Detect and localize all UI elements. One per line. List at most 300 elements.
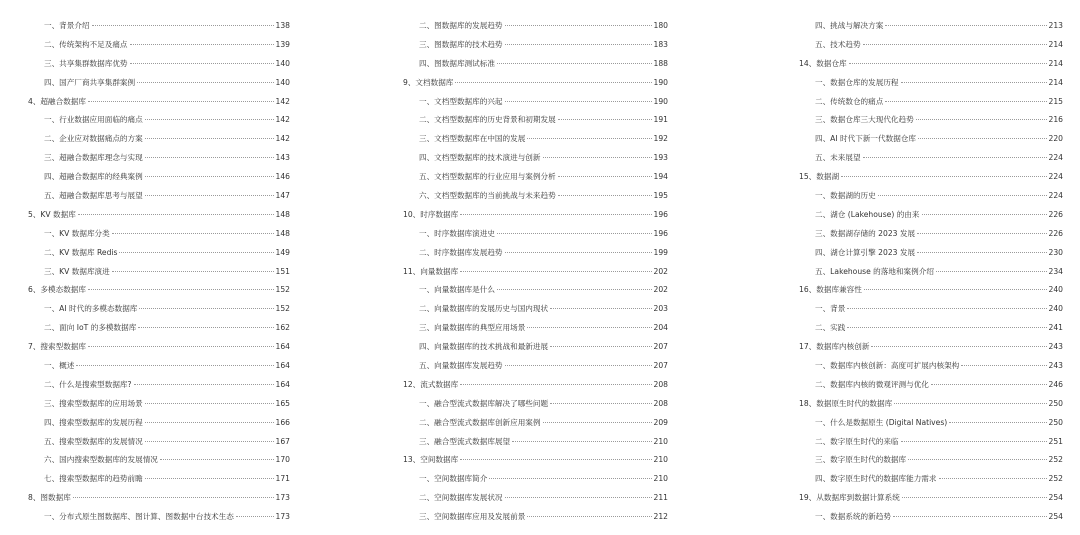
toc-chapter-entry[interactable] [799, 489, 1063, 508]
toc-section-entry[interactable] [799, 451, 1063, 470]
toc-page-number: 196 [653, 228, 668, 238]
toc-entry-title: 一、行业数据应用面临的痛点 [44, 115, 143, 125]
toc-page-number: 207 [653, 342, 668, 352]
toc-entry-title: 六、国内搜索型数据库的发展情况 [44, 455, 158, 465]
toc-entry-title: 二、传统架构不足及痛点 [44, 39, 128, 49]
dot-leader [145, 118, 274, 120]
toc-page-number: 194 [653, 172, 668, 182]
toc-section-entry[interactable] [799, 130, 1063, 149]
toc-section-entry[interactable] [403, 17, 668, 36]
toc-page-number: 165 [275, 398, 290, 408]
toc-page-number: 190 [653, 96, 668, 106]
toc-entry-title: 四、搜索型数据库的发展历程 [44, 417, 143, 427]
toc-section-entry[interactable] [799, 508, 1063, 527]
toc-page-number: 180 [653, 21, 668, 30]
dot-leader [145, 175, 274, 177]
toc-page-number: 173 [275, 512, 290, 522]
dot-leader [73, 496, 274, 498]
dot-leader [931, 383, 1047, 385]
toc-page-number: 209 [653, 417, 668, 427]
toc-page-number: 213 [1048, 21, 1063, 30]
toc-page-number: 214 [1048, 77, 1063, 87]
toc-page-number: 240 [1048, 285, 1063, 295]
dot-leader [893, 515, 1047, 517]
toc-entry-title: 8、图数据库 [28, 493, 71, 503]
toc-page-number: 234 [1048, 266, 1063, 276]
toc-entry-title: 三、融合型流式数据库展望 [419, 436, 511, 446]
toc-section-entry[interactable] [403, 319, 668, 338]
toc-page-number: 164 [275, 342, 290, 352]
toc-entry-title: 四、图数据库测试标准 [419, 58, 495, 68]
dot-leader [871, 345, 1046, 347]
toc-entry-title: 18、数据原生时代的数据库 [799, 398, 893, 408]
toc-entry-title: 二、数据库内核的微观评测与优化 [815, 379, 929, 389]
toc-section-entry[interactable] [799, 244, 1063, 263]
toc-page-number: 254 [1048, 493, 1063, 503]
dot-leader [949, 421, 1046, 423]
toc-section-entry[interactable] [799, 263, 1063, 282]
toc-chapter-entry[interactable] [403, 376, 668, 395]
toc-entry-title: 七、搜索型数据库的趋势前瞻 [44, 474, 143, 484]
toc-entry-title: 三、数字原生时代的数据库 [815, 455, 907, 465]
dot-leader [558, 194, 652, 196]
toc-entry-title: 五、向量数据库发展趋势 [419, 361, 503, 371]
toc-page-number: 251 [1048, 436, 1063, 446]
dot-leader [527, 326, 651, 328]
dot-leader [863, 156, 1047, 158]
toc-page-number: 252 [1048, 474, 1063, 484]
dot-leader [145, 194, 274, 196]
toc-page-number: 142 [275, 134, 290, 144]
toc-chapter-entry[interactable] [403, 206, 668, 225]
toc-section-entry[interactable] [799, 376, 1063, 395]
dot-leader [917, 251, 1046, 253]
toc-page-number: 214 [1048, 39, 1063, 49]
dot-leader [505, 364, 652, 366]
toc-section-entry[interactable] [403, 414, 668, 433]
toc-section-entry[interactable] [403, 187, 668, 206]
toc-section-entry[interactable] [28, 130, 290, 149]
toc-entry-title: 17、数据库内核创新 [799, 342, 870, 352]
dot-leader [550, 402, 651, 404]
toc-entry-title: 一、数据仓库的发展历程 [815, 77, 899, 87]
toc-entry-title: 一、背景介绍 [44, 21, 90, 30]
toc-section-entry[interactable] [28, 414, 290, 433]
toc-section-entry[interactable] [799, 319, 1063, 338]
toc-page-number: 210 [653, 455, 668, 465]
toc-section-entry[interactable] [799, 74, 1063, 93]
toc-entry-title: 六、文档型数据库的当前挑战与未来趋势 [419, 191, 556, 201]
toc-entry-title: 9、文档数据库 [403, 77, 454, 87]
toc-column-3 [799, 17, 1063, 527]
dot-leader [901, 440, 1047, 442]
toc-section-entry[interactable] [28, 36, 290, 55]
dot-leader [847, 307, 1046, 309]
toc-entry-title: 12、流式数据库 [403, 379, 459, 389]
toc-page-number: 192 [653, 134, 668, 144]
toc-entry-title: 五、未来展望 [815, 153, 861, 163]
toc-section-entry[interactable] [28, 111, 290, 130]
dot-leader [92, 24, 274, 26]
toc-page-number: 151 [275, 266, 290, 276]
toc-chapter-entry[interactable] [799, 168, 1063, 187]
dot-leader [847, 326, 1046, 328]
toc-entry-title: 一、分布式原生图数据库、图计算、图数据中台技术生态 [44, 512, 234, 522]
dot-leader [88, 288, 274, 290]
toc-page-number: 199 [653, 247, 668, 257]
toc-entry-title: 19、从数据库到数据计算系统 [799, 493, 900, 503]
toc-entry-title: 一、AI 时代的多模态数据库 [44, 304, 138, 314]
toc-entry-title: 4、超融合数据库 [28, 96, 86, 106]
toc-section-entry[interactable] [403, 130, 668, 149]
toc-entry-title: 五、搜索型数据库的发展情况 [44, 436, 143, 446]
toc-section-entry[interactable] [403, 36, 668, 55]
toc-entry-title: 四、向量数据库的技术挑战和最新进展 [419, 342, 549, 352]
dot-leader [864, 288, 1047, 290]
toc-entry-title: 二、数字原生时代的来临 [815, 436, 899, 446]
toc-page-number: 240 [1048, 304, 1063, 314]
toc-entry-title: 7、搜索型数据库 [28, 342, 86, 352]
dot-leader [961, 364, 1046, 366]
toc-entry-title: 三、图数据库的技术趋势 [419, 39, 503, 49]
dot-leader [550, 345, 651, 347]
dot-leader [145, 156, 274, 158]
toc-entry-title: 一、空间数据库简介 [419, 474, 488, 484]
toc-entry-title: 15、数据湖 [799, 172, 840, 182]
toc-entry-title: 五、文档型数据库的行业应用与案例分析 [419, 172, 556, 182]
dot-leader [460, 213, 651, 215]
toc-page-number: 149 [275, 247, 290, 257]
toc-entry-title: 三、超融合数据库理念与实现 [44, 153, 143, 163]
dot-leader [550, 307, 651, 309]
dot-leader [885, 100, 1046, 102]
toc-page-number: 220 [1048, 134, 1063, 144]
toc-entry-title: 五、超融合数据库思考与展望 [44, 191, 143, 201]
dot-leader [455, 81, 651, 83]
toc-entry-title: 二、时序数据库发展趋势 [419, 247, 503, 257]
dot-leader [497, 232, 652, 234]
toc-entry-title: 一、数据系统的新趋势 [815, 512, 891, 522]
toc-chapter-entry[interactable] [799, 55, 1063, 74]
toc-section-entry[interactable] [28, 149, 290, 168]
toc-section-entry[interactable] [403, 244, 668, 263]
dot-leader [863, 43, 1047, 45]
toc-page-number: 224 [1048, 172, 1063, 182]
dot-leader [558, 118, 652, 120]
toc-section-entry[interactable] [799, 470, 1063, 489]
dot-leader [894, 402, 1046, 404]
toc-section-entry[interactable] [799, 187, 1063, 206]
dot-leader [139, 307, 273, 309]
toc-section-entry[interactable] [403, 300, 668, 319]
toc-section-entry[interactable] [28, 508, 290, 527]
toc-section-entry[interactable] [799, 433, 1063, 452]
dot-leader [939, 477, 1047, 479]
toc-entry-title: 三、数据湖存储的 2023 发展 [815, 228, 916, 238]
toc-section-entry[interactable] [28, 244, 290, 263]
dot-leader [137, 81, 273, 83]
toc-page-number: 166 [275, 417, 290, 427]
toc-page-number: 226 [1048, 228, 1063, 238]
toc-section-entry[interactable] [799, 111, 1063, 130]
dot-leader [134, 383, 274, 385]
dot-leader [885, 24, 1046, 26]
toc-entry-title: 三、搜索型数据库的应用场景 [44, 398, 143, 408]
toc-section-entry[interactable] [28, 470, 290, 489]
toc-entry-title: 二、KV 数据库 Redis [44, 247, 118, 257]
dot-leader [460, 383, 651, 385]
toc-page-number: 147 [275, 191, 290, 201]
toc-page-number: 207 [653, 361, 668, 371]
dot-leader [916, 118, 1047, 120]
toc-section-entry[interactable] [403, 149, 668, 168]
toc-section-entry[interactable] [28, 300, 290, 319]
toc-chapter-entry[interactable] [799, 338, 1063, 357]
dot-leader [460, 270, 651, 272]
toc-section-entry[interactable] [403, 508, 668, 527]
toc-section-entry[interactable] [799, 17, 1063, 36]
toc-section-entry[interactable] [799, 93, 1063, 112]
toc-column-1 [28, 17, 290, 527]
toc-page-number: 208 [653, 398, 668, 408]
toc-section-entry[interactable] [403, 111, 668, 130]
dot-leader [119, 251, 273, 253]
dot-leader [88, 100, 274, 102]
toc-section-entry[interactable] [403, 470, 668, 489]
toc-page-number: 191 [653, 115, 668, 125]
toc-entry-title: 一、背景 [815, 304, 846, 314]
toc-entry-title: 一、概述 [44, 361, 75, 371]
toc-page-number: 254 [1048, 512, 1063, 522]
toc-section-entry[interactable] [799, 300, 1063, 319]
toc-entry-title: 三、数据仓库三大现代化趋势 [815, 115, 914, 125]
toc-page-number: 208 [653, 379, 668, 389]
toc-entry-title: 一、KV 数据库分类 [44, 228, 110, 238]
toc-entry-title: 五、Lakehouse 的落地和案例介绍 [815, 266, 934, 276]
dot-leader [902, 496, 1047, 498]
toc-entry-title: 5、KV 数据库 [28, 209, 76, 219]
toc-section-entry[interactable] [403, 433, 668, 452]
toc-section-entry[interactable] [799, 36, 1063, 55]
toc-section-entry[interactable] [799, 414, 1063, 433]
toc-page-number: 143 [275, 153, 290, 163]
dot-leader [78, 213, 274, 215]
toc-page-number: 243 [1048, 342, 1063, 352]
toc-entry-title: 三、KV 数据库演进 [44, 266, 110, 276]
toc-chapter-entry[interactable] [403, 451, 668, 470]
toc-page-number: 146 [275, 172, 290, 182]
toc-page-number: 212 [653, 512, 668, 522]
toc-page-number: 152 [275, 285, 290, 295]
toc-section-entry[interactable] [403, 93, 668, 112]
toc-page-number: 162 [275, 323, 290, 333]
toc-page-number: 250 [1048, 417, 1063, 427]
toc-page-number: 202 [653, 266, 668, 276]
toc-section-entry[interactable] [799, 206, 1063, 225]
toc-section-entry[interactable] [403, 225, 668, 244]
toc-entry-title: 三、共享集群数据库优势 [44, 58, 128, 68]
toc-section-entry[interactable] [403, 395, 668, 414]
toc-entry-title: 三、空间数据库应用及发展前景 [419, 512, 526, 522]
dot-leader [558, 175, 652, 177]
dot-leader [505, 24, 652, 26]
dot-leader [878, 194, 1047, 196]
toc-section-entry[interactable] [28, 451, 290, 470]
toc-entry-title: 二、融合型流式数据库创新应用案例 [419, 417, 541, 427]
toc-entry-title: 一、文档型数据库的兴起 [419, 96, 503, 106]
toc-section-entry[interactable] [28, 357, 290, 376]
dot-leader [76, 364, 273, 366]
toc-page-number: 241 [1048, 323, 1063, 333]
toc-entry-title: 一、数据湖的历史 [815, 191, 876, 201]
toc-entry-title: 二、图数据库的发展趋势 [419, 21, 503, 30]
dot-leader [497, 62, 652, 64]
toc-page-number: 204 [653, 323, 668, 333]
toc-section-entry[interactable] [28, 168, 290, 187]
toc-chapter-entry[interactable] [28, 206, 290, 225]
toc-entry-title: 四、AI 时代下新一代数据仓库 [815, 134, 916, 144]
toc-section-entry[interactable] [403, 55, 668, 74]
dot-leader [849, 62, 1047, 64]
toc-section-entry[interactable] [28, 376, 290, 395]
toc-section-entry[interactable] [799, 357, 1063, 376]
toc-page-number: 193 [653, 153, 668, 163]
dot-leader [936, 270, 1047, 272]
dot-leader [543, 156, 652, 158]
toc-page-number: 142 [275, 115, 290, 125]
toc-page-number: 140 [275, 58, 290, 68]
toc-section-entry[interactable] [28, 319, 290, 338]
toc-entry-title: 四、数字原生时代的数据库能力需求 [815, 474, 937, 484]
toc-section-entry[interactable] [403, 168, 668, 187]
toc-entry-title: 二、文档型数据库的历史背景和初期发展 [419, 115, 556, 125]
toc-entry-title: 11、向量数据库 [403, 266, 459, 276]
toc-chapter-entry[interactable] [799, 281, 1063, 300]
toc-entry-title: 四、国产厂商共享集群案例 [44, 77, 136, 87]
toc-section-entry[interactable] [28, 433, 290, 452]
toc-page-number: 164 [275, 361, 290, 371]
toc-entry-title: 一、什么是数据原生 (Digital Natives) [815, 417, 948, 427]
dot-leader [505, 100, 652, 102]
toc-section-entry[interactable] [403, 338, 668, 357]
toc-column-2 [403, 17, 668, 527]
toc-chapter-entry[interactable] [28, 281, 290, 300]
toc-page-number: 164 [275, 379, 290, 389]
toc-page-number: 210 [653, 474, 668, 484]
dot-leader [505, 43, 652, 45]
dot-leader [901, 81, 1047, 83]
toc-entry-title: 二、什么是搜索型数据库? [44, 379, 132, 389]
toc-page-number: 195 [653, 191, 668, 201]
toc-chapter-entry[interactable] [403, 74, 668, 93]
toc-entry-title: 三、文档型数据库在中国的发展 [419, 134, 526, 144]
toc-page-number: 140 [275, 77, 290, 87]
toc-page-number: 167 [275, 436, 290, 446]
toc-page-number: 214 [1048, 58, 1063, 68]
dot-leader [112, 270, 274, 272]
toc-entry-title: 二、实践 [815, 323, 846, 333]
toc-entry-title: 10、时序数据库 [403, 209, 459, 219]
toc-page-number: 171 [275, 474, 290, 484]
dot-leader [527, 515, 651, 517]
toc-chapter-entry[interactable] [28, 489, 290, 508]
toc-section-entry[interactable] [799, 225, 1063, 244]
toc-page-number: 215 [1048, 96, 1063, 106]
dot-leader [489, 477, 651, 479]
dot-leader [841, 175, 1046, 177]
dot-leader [145, 440, 274, 442]
toc-section-entry[interactable] [28, 74, 290, 93]
toc-entry-title: 二、面向 IoT 的多模数据库 [44, 323, 137, 333]
toc-section-entry[interactable] [403, 357, 668, 376]
toc-entry-title: 二、湖仓 (Lakehouse) 的由来 [815, 209, 920, 219]
dot-leader [112, 232, 274, 234]
toc-section-entry[interactable] [28, 55, 290, 74]
toc-page-number: 152 [275, 304, 290, 314]
toc-page-number: 148 [275, 209, 290, 219]
toc-entry-title: 16、数据库兼容性 [799, 285, 862, 295]
toc-page-number: 183 [653, 39, 668, 49]
dot-leader [908, 458, 1046, 460]
toc-section-entry[interactable] [403, 281, 668, 300]
dot-leader [138, 326, 273, 328]
toc-section-entry[interactable] [28, 17, 290, 36]
dot-leader [527, 137, 651, 139]
toc-page-number: 224 [1048, 191, 1063, 201]
dot-leader [918, 137, 1047, 139]
toc-entry-title: 五、技术趋势 [815, 39, 861, 49]
dot-leader [236, 515, 274, 517]
toc-entry-title: 二、空间数据库发展状况 [419, 493, 503, 503]
dot-leader [160, 458, 274, 460]
toc-chapter-entry[interactable] [403, 263, 668, 282]
dot-leader [505, 251, 652, 253]
toc-section-entry[interactable] [28, 395, 290, 414]
toc-entry-title: 一、向量数据库是什么 [419, 285, 495, 295]
toc-entry-title: 6、多模态数据库 [28, 285, 86, 295]
toc-chapter-entry[interactable] [28, 338, 290, 357]
toc-section-entry[interactable] [28, 225, 290, 244]
toc-page-number: 203 [653, 304, 668, 314]
dot-leader [145, 477, 274, 479]
dot-leader [505, 496, 652, 498]
dot-leader [145, 137, 274, 139]
toc-page-number: 139 [275, 39, 290, 49]
toc-page-number: 246 [1048, 379, 1063, 389]
toc-section-entry[interactable] [28, 263, 290, 282]
dot-leader [512, 440, 651, 442]
toc-page-number: 252 [1048, 455, 1063, 465]
dot-leader [460, 458, 651, 460]
toc-page-number: 216 [1048, 115, 1063, 125]
toc-page-number: 173 [275, 493, 290, 503]
dot-leader [145, 402, 274, 404]
toc-section-entry[interactable] [799, 149, 1063, 168]
toc-section-entry[interactable] [403, 489, 668, 508]
toc-entry-title: 一、时序数据库演进史 [419, 228, 495, 238]
toc-entry-title: 二、向量数据库的发展历史与国内现状 [419, 304, 549, 314]
toc-entry-title: 一、融合型流式数据库解决了哪些问题 [419, 398, 549, 408]
toc-page-number: 211 [653, 493, 668, 503]
toc-chapter-entry[interactable] [799, 395, 1063, 414]
toc-entry-title: 二、企业应对数据痛点的方案 [44, 134, 143, 144]
dot-leader [130, 62, 274, 64]
toc-page-number: 250 [1048, 398, 1063, 408]
toc-page-number: 148 [275, 228, 290, 238]
toc-chapter-entry[interactable] [28, 93, 290, 112]
toc-section-entry[interactable] [28, 187, 290, 206]
toc-entry-title: 四、湖仓计算引擎 2023 发展 [815, 247, 916, 257]
